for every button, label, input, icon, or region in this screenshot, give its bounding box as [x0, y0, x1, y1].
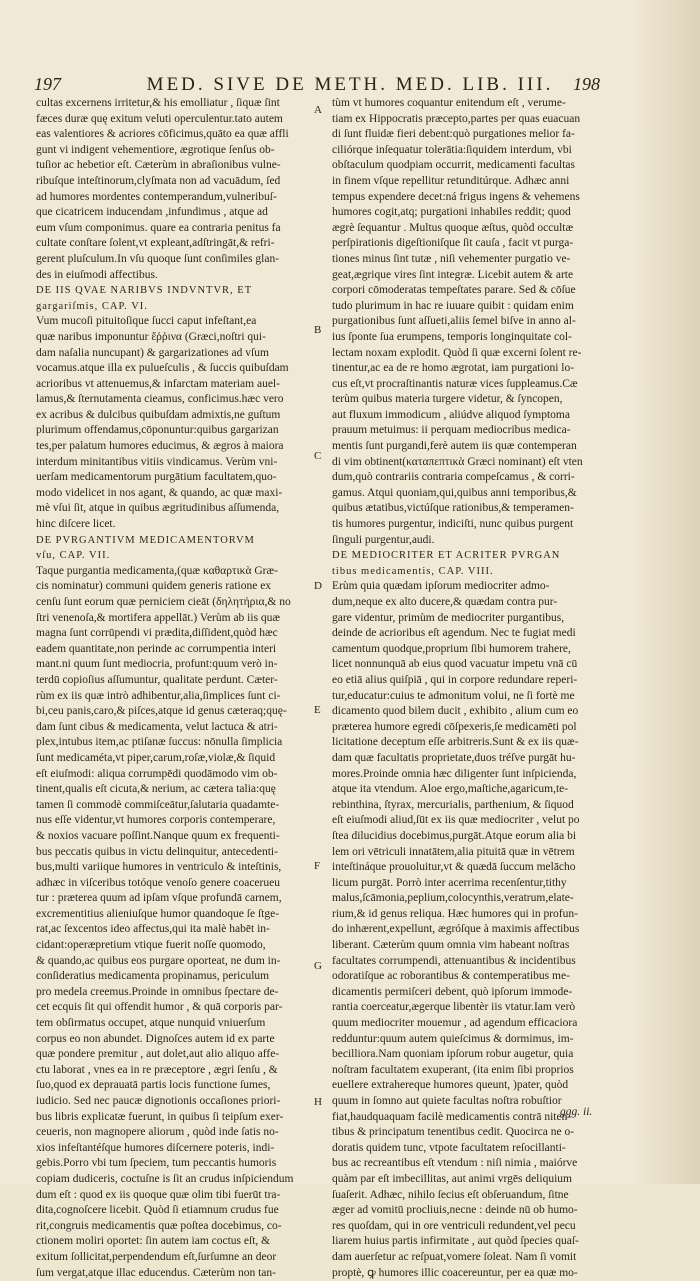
right-column-line: liarem huius partis infirmitate , aut quòd ſpecies quaſ-: [332, 1235, 579, 1248]
right-text-column: [332, 96, 594, 1281]
left-column-line: ſum vergat,atque illac educendus. Cæterùm non tan-: [36, 1266, 276, 1279]
right-column-line: licum purgāt. Porrò inter acerrima recenſentur,tithy: [332, 876, 567, 889]
left-column-line: cenſu ſunt eorum quæ perniciem cieāt (δηλητήρια,& no: [36, 596, 291, 608]
right-column-line: Erùm quia quædam ipſorum mediocriter admo-: [332, 580, 550, 593]
margin-letter: H: [314, 1096, 322, 1108]
right-column-line: gare videntur, primùm de mediocriter purgantibus,: [332, 611, 565, 624]
right-column-line: tibus medicamentis, CAP. VIII.: [332, 565, 494, 577]
left-column-line: eum vſum componimus. quare ea contraria penitus fa: [36, 221, 281, 234]
right-column-line: purgationibus ſunt aſſueti,aliis ſemel biſve in anno al-: [332, 315, 576, 328]
left-column-line: eas valentiores & acriores cōficimus,quāto ea quæ affli: [36, 128, 289, 141]
left-column-line: uerſam medicamentorum purgātium facultatem,quo-: [36, 471, 277, 484]
right-column-line: dicamentis permiſceri debent, quò ipſorum immode-: [332, 985, 573, 998]
right-column-line: perſpirationis digeſtioniſque ſit cauſa , facit vt purga-: [332, 237, 574, 250]
right-column-line: di vim obtinent(καταπεπτικὰ Græci nominant) eſt vten: [332, 455, 583, 468]
left-column-line: cultate conſtare ſolent,vt expleant,adſtringāt,& refri-: [36, 237, 275, 250]
left-column-line: rit,congruis medicamentis quæ poſtea docebimus, co-: [36, 1219, 282, 1232]
right-column-line: rantia coerceatur,ægerque libentèr iis vtatur.Iam verò: [332, 1001, 576, 1014]
right-column-line: facultates corrumpendi, attenuantibus & incidentibus: [332, 954, 576, 967]
left-column-line: gargariſmis, CAP. VI.: [36, 300, 148, 312]
right-column-line: DE MEDIOCRITER ET ACRITER PVRGAN: [332, 550, 561, 562]
right-column-line: mores.Proinde omnia hæc diligenter ſunt inſpicienda,: [332, 767, 577, 780]
left-column-line: bus,multi variique humores in ventriculo & inteſtinis,: [36, 861, 282, 874]
right-column-line: liberant. Cæterùm quum omnia vim habeant noſtras: [332, 939, 570, 952]
left-column-line: & quando,ac quibus eos purgare oporteat, ne dum in-: [36, 954, 281, 967]
right-column-line: bus ac recreantibus eſt vtendum : niſi nimia , maiórve: [332, 1157, 578, 1170]
right-column-line: noſtram facultatem exuperant, (ita enim ſibi proprios: [332, 1063, 574, 1076]
right-column-line: eſt eiuſmodi aliud,ſūt ex iis quæ mediocriter , velut po: [332, 814, 580, 827]
right-column-line: do inhærent,expellunt, ægróſque à maximis affectibus: [332, 923, 580, 936]
right-column-line: euellere extrahereque humores queunt, )pater, quòd: [332, 1079, 569, 1092]
right-column-line: tibus & principatum tenentibus cedit. Quocirca ne o-: [332, 1126, 575, 1139]
right-column-line: rium,& id genus reliqua. Hæc humores qui in profun-: [332, 907, 578, 920]
left-column-line: tem obſirmatus occupet, atque nunquid vniuerſum: [36, 1017, 266, 1030]
left-column-line: DE PVRGANTIVM MEDICAMENTORVM: [36, 534, 255, 546]
left-column-line: ad humores mordentes contemperandum,vulneribuſ-: [36, 190, 277, 203]
left-column-line: ſunt medicaméta,vt piper,carum,roſæ,violæ,& ſiquid: [36, 751, 276, 764]
left-column-line: eſt eiuſmodi: aliqua corrumpēdi quodāmodo vim ob-: [36, 767, 278, 780]
right-column-line: quàm par eſt imbecillitas, aut animi vrgēs deliquium: [332, 1172, 572, 1185]
folio-number-right: 198: [573, 74, 600, 94]
margin-letter: E: [314, 704, 321, 716]
right-column-line: atque ita vtendum. Aloe ergo,maſtiche,agaricum,te-: [332, 783, 569, 796]
left-column-line: vocamus.atque illa ex pulueſculis , & ſuccis quibuſdam: [36, 362, 289, 375]
left-column-line: iudicio. Sed nec paucæ dignotionis occaſiones priori-: [36, 1095, 281, 1107]
right-column-line: tempus expendere decet:ná frigus ingens & vehemens: [332, 190, 580, 203]
left-column-line: hinc diſcere licet.: [36, 518, 116, 531]
left-column-line: ctu laborat , vnes ea in re præceptore , ægri ſenſu , &: [36, 1063, 278, 1076]
left-column-line: rat,ac ſexcentos ideo affectus,qui ita malè habēt in-: [36, 923, 270, 936]
left-column-line: cultas excernens irritetur,& his emolliatur , ſiquæ ſint: [36, 97, 280, 109]
right-column-line: dicamento quod bilem ducit , exhibito , alium cum eo: [332, 705, 579, 718]
right-column-line: fiat,haudquaquam facilè medicamentis contrā niten-: [332, 1110, 572, 1123]
right-column-line: tiam ex Hippocratis præcepto,partes per quas euacuan: [332, 112, 581, 125]
margin-letter: D: [314, 580, 322, 592]
left-column-line: magna ſunt corrūpendi vi prædita,diſſident,quòd hæc: [36, 627, 278, 640]
left-column-line: tur : præterea quum ad ipſam vſque profundā carnem,: [36, 892, 282, 905]
left-column-line: rùm ex iis quæ intrò adhibentur,alia,ſimplices ſunt ci-: [36, 689, 281, 702]
right-column-line: humores cogit,atq; purgationi inhabiles reddit; quod: [332, 206, 571, 219]
right-column-line: ſinguli purgentur,audi.: [332, 533, 435, 546]
right-column-line: geat,ægrique vires ſint integræ. Licebit autem & arte: [332, 268, 574, 281]
right-column-line: proptè, ꝙ humores illic coacereuntur, per ea quæ mo-: [332, 1266, 578, 1279]
right-column-line: tiones minus ſint tutæ , niſi vehementer purgatio ve-: [332, 252, 571, 265]
signature-catchword: ggg. ii.: [560, 1106, 593, 1118]
right-column-line: dam auerſetur ac reſpuat,vomere ſoleat. Nam ſi vomit: [332, 1250, 577, 1263]
right-column-line: terùm quibus materia turgere videtur, & ſyncopen,: [332, 393, 563, 406]
left-column-line: plex,intubus item,ac ptiſanæ ſuccus: nōnulla ſimplicia: [36, 736, 283, 749]
left-column-line: quæ pondere premitur , aut dolet,aut alio aliquo affe-: [36, 1048, 280, 1061]
left-column-line: cet ecquis ſit qui offendit humor , & quā corporis par-: [36, 1001, 283, 1014]
right-column-line: ius ſponte ſua erumpens, temporis longinquitate col-: [332, 330, 572, 343]
left-column-line: vſu, CAP. VII.: [36, 550, 111, 562]
folio-number-left: 197: [34, 74, 61, 94]
left-column-line: cidant:operæpretium vtique fuerit noſſe quomodo,: [36, 939, 266, 952]
left-column-line: mant.ni quum ſunt mediocria, profunt:quum verò in-: [36, 658, 278, 671]
right-column-line: gamus. Atqui quoniam,qui,quibus anni temporibus,&: [332, 486, 577, 499]
running-title: MED. SIVE DE METH. MED. LIB. III.: [146, 74, 554, 95]
right-column-line: eo etiā alius quiſpiā , qui in corpore redundare reperi-: [332, 673, 578, 686]
left-column-line: terdū copioſius aſſumuntur, qualitate perdunt. Cæter-: [36, 673, 278, 686]
right-column-line: prauum metuimus: ii perquam mediocribus medica-: [332, 424, 571, 437]
right-column-line: tùm vt humores coquantur enitendum eſt , verume-: [332, 97, 566, 109]
left-column-line: ceueris, non magnopere aliorum , quòd inde ſatis no-: [36, 1126, 279, 1139]
left-column-line: & noxios vacuare poſſint.Nanque quum ex frequenti-: [36, 829, 280, 842]
right-column-line: tudo plurimum in hac re iuuare quibit : quidam enim: [332, 299, 574, 312]
left-column-line: Vum mucoſi pituitoſique ſucci caput infeſtant,ea: [36, 315, 257, 328]
margin-letter: C: [314, 450, 322, 462]
left-column-line: ſtri venenoſa,& mortifera appellāt.) Verùm ab iis quæ: [36, 611, 281, 624]
left-column-line: ex acribus & dulcibus quibuſdam admixtis,ne guſtum: [36, 408, 281, 421]
left-column-line: fæces duræ quę exitum veluti operculentur.tato autem: [36, 112, 283, 125]
right-column-line: inteſtináque prouoluitur,vt & quædā ſuccum melācho: [332, 861, 576, 874]
right-column-line: aut fluxum immodicum , aliúdve aliquod ſymptoma: [332, 408, 570, 421]
right-column-line: licet nonnunquā ab eius quod vacuatur impetu vnā cū: [332, 658, 578, 671]
right-column-line: malus,ſcāmonia,peplium,colocynthis,veratrum,elate-: [332, 892, 574, 905]
right-column-line: becilliora.Nam quoniam ipſorum robur augetur, quia: [332, 1048, 574, 1061]
left-column-line: cis nominatur) communi quidem generis ratione ex: [36, 580, 272, 593]
left-column-line: quæ naribus imponuntur ἔῤῥινα (Græci,noſtri qui-: [36, 330, 266, 343]
left-column-line: gunt vi indigent vehementiore, ægrotique ſenſus ob-: [36, 143, 275, 156]
left-column-line: eadem quantitate,non perinde ac corrumpentia interi: [36, 642, 277, 655]
margin-letter: B: [314, 324, 322, 336]
right-column-line: deinde de acrioribus eſt agendum. Nec te fugiat medi: [332, 627, 576, 640]
margin-letter: F: [314, 860, 321, 872]
left-column-line: dum eſt : quod ex iis quoque quæ olim tibi fuerūt tra-: [36, 1188, 281, 1201]
left-column-line: que cicatricem inducendam ,infundimus , atque ad: [36, 206, 268, 219]
left-column-line: plurimum offendamus,cōponuntur:quibus gargarizan: [36, 424, 279, 437]
left-column-line: tuſior ac hebetior eſt. Cæterùm in abraſionibus vulne-: [36, 159, 281, 172]
left-column-line: copiam dudiceris, coctuſne is ſit an crudus inſpiciendum: [36, 1172, 294, 1185]
right-column-line: ſtea dilucidius docebimus,purgāt.Atque eorum alia bi: [332, 829, 577, 842]
margin-letter: A: [314, 104, 322, 116]
left-column-line: adhæc in viſceribus totóque venoſo genere coacerueu: [36, 876, 280, 889]
right-column-line: tinentur,ac ea de re homo ægrotat, iam purgationi lo-: [332, 362, 575, 375]
left-column-line: dam naſalia nuncupant) & gargarizationes ad vſum: [36, 346, 269, 359]
margin-letter: G: [314, 960, 322, 972]
right-column-line: di ſunt fluidæ fieri debent:quò purgationes melior fa-: [332, 128, 575, 141]
left-column-line: bus peccatis quibus in victu delinquitur, antecedenti-: [36, 845, 278, 858]
left-column-line: conſideratius medicamenta propinamus, periculum: [36, 970, 270, 983]
left-column-line: tes,per palatum humores educimus, & ægros à maiora: [36, 440, 284, 453]
page-shadow-edge: [630, 0, 700, 1184]
right-column-line: dum,quò contrariis contraria compeſcamus , & corri-: [332, 471, 575, 484]
right-column-line: res quoſdam, qui in ore ventriculi redundent,vel pecu: [332, 1219, 576, 1232]
right-column-line: dum,neque ex alto ducere,& quædam contra pur-: [332, 596, 558, 608]
left-column-line: bi,ceu panis,caro,& piſces,atque id genus cæteraq;quę-: [36, 705, 287, 718]
right-column-line: quibus ætatibus,victúſque rationibus,& temperamen-: [332, 502, 574, 515]
left-column-line: xios infeſtantéſque humores diſcernere poteris, indi-: [36, 1141, 275, 1154]
left-column-line: dita,cognoſcere licebit. Quòd ſi etiamnum crudus fue: [36, 1204, 279, 1217]
left-column-line: tamen ſi commodè commiſceātur,ſalutaria quadamte-: [36, 798, 280, 811]
right-column-line: licitatione deceptum eſſe arbitreris.Sunt & ex iis quæ-: [332, 736, 579, 749]
left-column-line: Taque purgantia medicamenta,(quæ καθαρτικὰ Græ-: [36, 564, 278, 577]
right-column-line: odoratiſque ac roborantibus & contemperatibus me-: [332, 970, 570, 983]
left-column-line: gebis.Porro vbi tum ſpeciem, tum peccantis humoris: [36, 1157, 277, 1170]
left-text-column: [36, 96, 308, 1281]
left-column-line: ribuſque inteſtinorum,clyſmata non ad vacuādum, ſed: [36, 174, 281, 187]
left-column-line: mè vſui ſit, atque in quibus ægritudinibus aſſumenda,: [36, 502, 280, 515]
right-column-line: quum mediocriter mouemur , ad agendum efficaciora: [332, 1017, 578, 1030]
left-column-line: modo videlicet in nos agant, & quando, ac quæ maxi-: [36, 486, 283, 499]
left-column-line: excrementitius alieniuſque humor quandoque ſe ſtge-: [36, 907, 280, 920]
left-column-line: ſuo,quod ex deprauatā partis locis functione ſumes,: [36, 1079, 271, 1092]
right-column-line: tis humores purgentur, indiciſti, nunc quibus purgent: [332, 518, 574, 531]
right-column-line: in finem vſque repellitur retunditúrque. Adhæc anni: [332, 174, 570, 187]
left-column-line: DE IIS QVAE NARIBVS INDVNTVR, ET: [36, 285, 253, 297]
right-column-line: rebinthina, ſtyrax, mercurialis, parthenium, & ſiquod: [332, 798, 574, 811]
right-column-line: ciliórque inſequatur tolerātia:ſiquidem interdum, vbi: [332, 143, 572, 156]
right-column-line: doratis quidem tunc, vtpote facultatem reſocillanti-: [332, 1141, 566, 1154]
left-column-line: acrioribus vt attenuemus,& infarctam materiam auel-: [36, 377, 280, 390]
right-column-line: ſuaſerit. Adhæc, nihilo ſecius eſt obſeruandum, ſitne: [332, 1188, 569, 1201]
left-column-line: ctionem moliri oportet: ſin autem iam coctus eſt, &: [36, 1235, 271, 1248]
left-column-line: nus eſſe videntur,vt humores corporis contemperare,: [36, 814, 276, 827]
right-column-line: obſtaculum quodpiam occurrit, medicamenti facultas: [332, 159, 576, 172]
right-column-line: lem ori vētriculi innatātem,alia pituitā quæ in vētrem: [332, 845, 575, 858]
left-column-line: exitum ſollicitat,perpendendum eſt,ſurſumne an deor: [36, 1250, 277, 1263]
left-column-line: gerent pluſculum.In vſu quoque ſunt conſimiles glan-: [36, 252, 280, 265]
right-column-line: cus eſt,vt procraſtinantis naturæ vices ſuppleamus.Cæ: [332, 377, 578, 390]
right-column-line: mentis ſunt purgandi,ferè autem iis quæ contemperan: [332, 440, 577, 453]
right-column-line: æger ad vomitū procliuis,necne : deinde nū ob humo-: [332, 1204, 578, 1217]
left-column-line: des in eiuſmodi affectibus.: [36, 268, 158, 281]
right-column-line: dam quæ facultatis proprietate,duos tréſve purgāt hu-: [332, 751, 576, 764]
left-column-line: pro medela creemus.Proinde in omnibus ſpectare de-: [36, 985, 279, 998]
left-column-line: tinent,qualis eſt cicuta,& nerium, ac cætera talia:quę: [36, 783, 276, 796]
right-column-line: redduntur:quum autem quieſcimus & dormimus, im-: [332, 1032, 574, 1045]
right-column-line: quum in ſomno aut quiete facultas noſtra robuſtior: [332, 1095, 562, 1107]
right-column-line: corpori cōmoderatas tempeſtates parare. Sed & cōſue: [332, 284, 576, 297]
left-column-line: bus libris explicatæ fuerunt, in quibus ſi teipſum exer-: [36, 1110, 284, 1123]
left-column-line: interdum minitantibus vitiis vindicamus. Verùm vni-: [36, 455, 278, 468]
right-column-line: camentum quodque,proprium ſibi humorem trahere,: [332, 642, 571, 655]
left-column-line: corpus eo non abundet. Dignoſces autem id ex parte: [36, 1032, 275, 1045]
right-column-line: ægrè ſequantur . Multus quoque æſtus, quòd occultæ: [332, 221, 574, 234]
right-column-line: præterea humore egredi cōſpexeris,ſe medicamēti pol: [332, 720, 577, 733]
right-column-line: lectam noxam explodit. Quòd ſi quæ excerni ſolent re-: [332, 346, 582, 359]
right-column-line: tur,educatur:cuius te admonitum volui, ne ſi fortè me: [332, 689, 575, 702]
left-column-line: dam ſunt cibus & medicamenta, velut lactuca & atri-: [36, 720, 278, 733]
left-column-line: lamus,& ſternutamenta cieamus, conficimus.hæc vero: [36, 393, 284, 406]
